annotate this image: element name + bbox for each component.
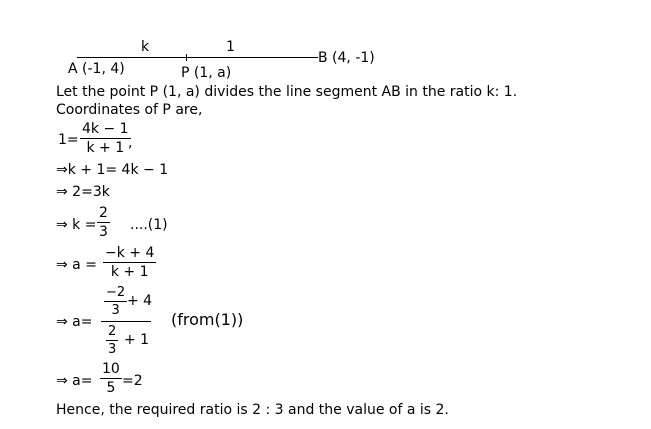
point-b-label: B (4, -1) (318, 50, 375, 66)
step-3: ⇒ 2=3k (56, 184, 110, 200)
step-4-lhs: ⇒ k = (56, 217, 97, 233)
step-7-numerator: 10 (102, 361, 120, 377)
step-6-upper-fraction (104, 286, 127, 317)
step-6-main-bar (101, 321, 151, 322)
step-1-lhs: 1= (58, 132, 79, 148)
step-6-plus-four: + 4 (127, 293, 153, 309)
step-1-numerator: 4k − 1 (82, 121, 129, 137)
tick-mark (186, 54, 187, 61)
step-7-denominator: 5 (106, 380, 116, 396)
point-a-label: A (-1, 4) (68, 61, 125, 77)
step-6-reference: (from(1)) (171, 310, 244, 329)
intro-line-2: Coordinates of P are, (56, 102, 203, 118)
step-4-fraction (97, 206, 110, 239)
step-6-lower-numerator: 2 (108, 324, 117, 339)
ratio-label-k: k (141, 39, 150, 55)
point-p-label: P (1, a) (181, 65, 232, 81)
segment-line (77, 57, 318, 58)
step-6-plus-one: + 1 (124, 332, 150, 348)
step-1-denominator: k + 1 (86, 140, 125, 156)
step-4-reference: ....(1) (130, 217, 168, 233)
step-7-result: =2 (122, 373, 143, 389)
intro-line-1: Let the point P (1, a) divides the line segment AB in the ratio k: 1. (56, 84, 518, 100)
ratio-label-1: 1 (226, 39, 235, 55)
step-1-fraction (80, 122, 131, 155)
step-6-lower-fraction (106, 325, 118, 356)
step-4-denominator: 3 (99, 224, 108, 240)
step-5-lhs: ⇒ a = (56, 257, 97, 273)
conclusion-line: Hence, the required ratio is 2 : 3 and the value of a is 2. (56, 402, 449, 418)
step-1-comma: , (128, 135, 133, 151)
step-6-lower-denominator: 3 (108, 342, 117, 357)
step-6-upper-numerator: −2 (106, 285, 126, 300)
step-6-upper-denominator: 3 (111, 303, 120, 318)
step-7-lhs: ⇒ a= (56, 373, 93, 389)
step-4-numerator: 2 (99, 205, 108, 221)
step-5-fraction (103, 246, 156, 279)
step-5-numerator: −k + 4 (105, 245, 155, 261)
step-5-denominator: k + 1 (110, 264, 149, 280)
step-2: ⇒k + 1= 4k − 1 (56, 162, 169, 178)
step-6-lhs: ⇒ a= (56, 314, 93, 330)
step-7-fraction (100, 362, 122, 395)
